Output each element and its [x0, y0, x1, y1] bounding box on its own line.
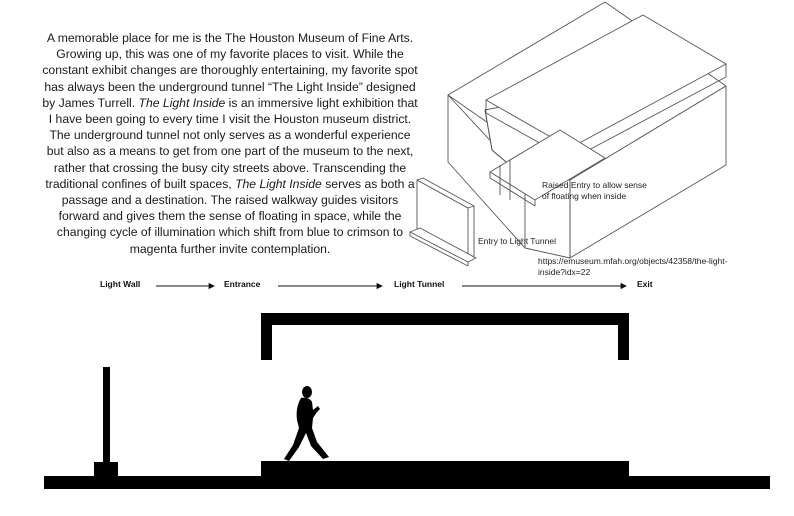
source-url[interactable]: https://emuseum.mfah.org/objects/42358/the-light-inside?idx=22	[538, 256, 728, 277]
light-wall-footing	[94, 462, 118, 476]
tunnel-roof-right-leg	[618, 313, 629, 360]
paragraph-text-1: A memorable place for me is the The Houston Museum of Fine Arts. Growing up, this was one of my favorite places to visit. While the constant exhibit changes are thoroughly entertaining, my favorite spot has always been the underground tunnel “The Light Inside” designed by James Turrell.	[42, 31, 418, 110]
flow-step-exit: Exit	[637, 279, 653, 289]
paragraph-italic-title-2: The Light Inside	[235, 176, 322, 191]
entry-tunnel-label: Entry to Light Tunnel	[478, 236, 556, 246]
tunnel-roof	[261, 313, 629, 325]
tunnel-roof-left-leg	[261, 313, 272, 360]
flow-step-light-tunnel: Light Tunnel	[394, 279, 445, 289]
raised-entry-label: Raised Entry to allow sense of floating when inside	[542, 180, 647, 201]
flow-step-entrance: Entrance	[224, 279, 261, 289]
paragraph-text-2: is an immersive light exhibition that I have been going to every time I visit the Houston museum district. The underground tunnel not only serves as a wonderful experience but also as a means to get from one part of the museum to the next, rather that crossing the busy city streets above. Transcending the traditional confines of built spaces,	[45, 95, 418, 191]
paragraph-text-3: serves as both a passage and a destination. The raised walkway guides visitors forward and gives them the sense of floating in space, while the changing cycle of illumination which shift from blue to crimson to magenta further invite contemplation.	[56, 176, 415, 256]
ground-slab	[44, 476, 770, 489]
raised-walkway	[261, 461, 629, 476]
flow-step-light-wall: Light Wall	[100, 279, 141, 289]
walking-person-silhouette	[284, 386, 329, 461]
paragraph-italic-title-1: The Light Inside	[138, 95, 226, 110]
light-wall-post	[103, 367, 110, 465]
